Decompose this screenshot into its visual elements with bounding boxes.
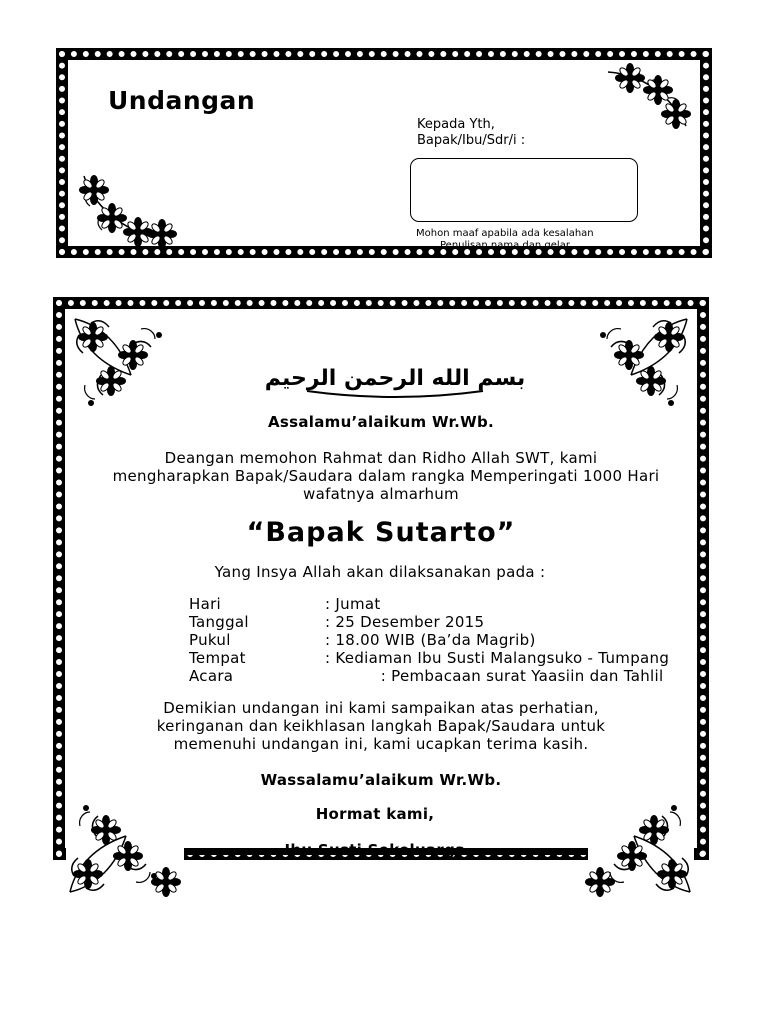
invitation-letter — [53, 297, 709, 860]
intro-line-2: mengharapkan Bapak/Saudara dalam rangka Memperingati 1000 Hari — [112, 467, 660, 485]
recipient-address — [417, 117, 525, 149]
farewell: Wassalamu’alaikum Wr.Wb. — [260, 771, 502, 789]
detail-value: : 25 Desember 2015 — [325, 613, 485, 631]
schedule-intro: Yang Insya Allah akan dilaksanakan pada : — [214, 563, 546, 581]
closing-line-1: Demikian undangan ini kami sampaikan atas perhatian, — [163, 699, 599, 717]
letter-body — [65, 309, 697, 848]
apology-note — [416, 228, 631, 252]
intro-line-3: wafatnya almarhum — [303, 485, 459, 503]
recipient-salutation: Kepada Yth, — [417, 117, 495, 132]
bottom-border-line — [175, 849, 587, 855]
detail-row — [189, 667, 663, 685]
regards: Hormat kami, — [315, 805, 435, 823]
recipient-label: Bapak/Ibu/Sdr/i : — [417, 133, 526, 148]
detail-row — [189, 649, 669, 667]
closing-line-3: memenuhi undangan ini, kami ucapkan terima kasih. — [173, 735, 589, 753]
intro-line-1: Deangan memohon Rahmat dan Ridho Allah SWT, kami — [164, 449, 598, 467]
floral-ornament-top-right — [606, 68, 690, 130]
detail-row — [189, 631, 536, 649]
detail-label: Tempat — [189, 649, 246, 667]
detail-row — [189, 595, 381, 613]
floral-ornament-bottom-left — [78, 172, 174, 246]
apology-note-line2: Penulisan nama dan gelar — [440, 240, 570, 251]
detail-label: Pukul — [189, 631, 231, 649]
apology-note-line1: Mohon maaf apabila ada kesalahan — [416, 228, 594, 239]
envelope-title: Undangan — [108, 86, 256, 115]
detail-value: : 18.00 WIB (Ba’da Magrib) — [325, 631, 536, 649]
bismillah-text: بسم الله الرحمن الرحيم — [264, 366, 526, 391]
detail-label: Acara — [189, 667, 234, 685]
greeting: Assalamu’alaikum Wr.Wb. — [267, 413, 494, 431]
detail-value: : Pembacaan surat Yaasiin dan Tahlil — [325, 667, 664, 685]
recipient-name-box — [410, 158, 638, 222]
floral-corner-bottom-right — [588, 800, 694, 896]
closing-line-2: keringanan dan keikhlasan langkah Bapak/Saudara untuk — [156, 717, 606, 735]
detail-label: Tanggal — [189, 613, 249, 631]
detail-row — [189, 613, 484, 631]
deceased-name: “Bapak Sutarto” — [246, 517, 516, 548]
detail-value: : Kediaman Ibu Susti Malangsuko - Tumpang — [325, 649, 670, 667]
floral-corner-bottom-left — [66, 800, 184, 896]
envelope-card — [56, 48, 712, 258]
bismillah-calligraphy — [264, 351, 526, 403]
detail-label: Hari — [189, 595, 222, 613]
detail-value: : Jumat — [325, 595, 381, 613]
